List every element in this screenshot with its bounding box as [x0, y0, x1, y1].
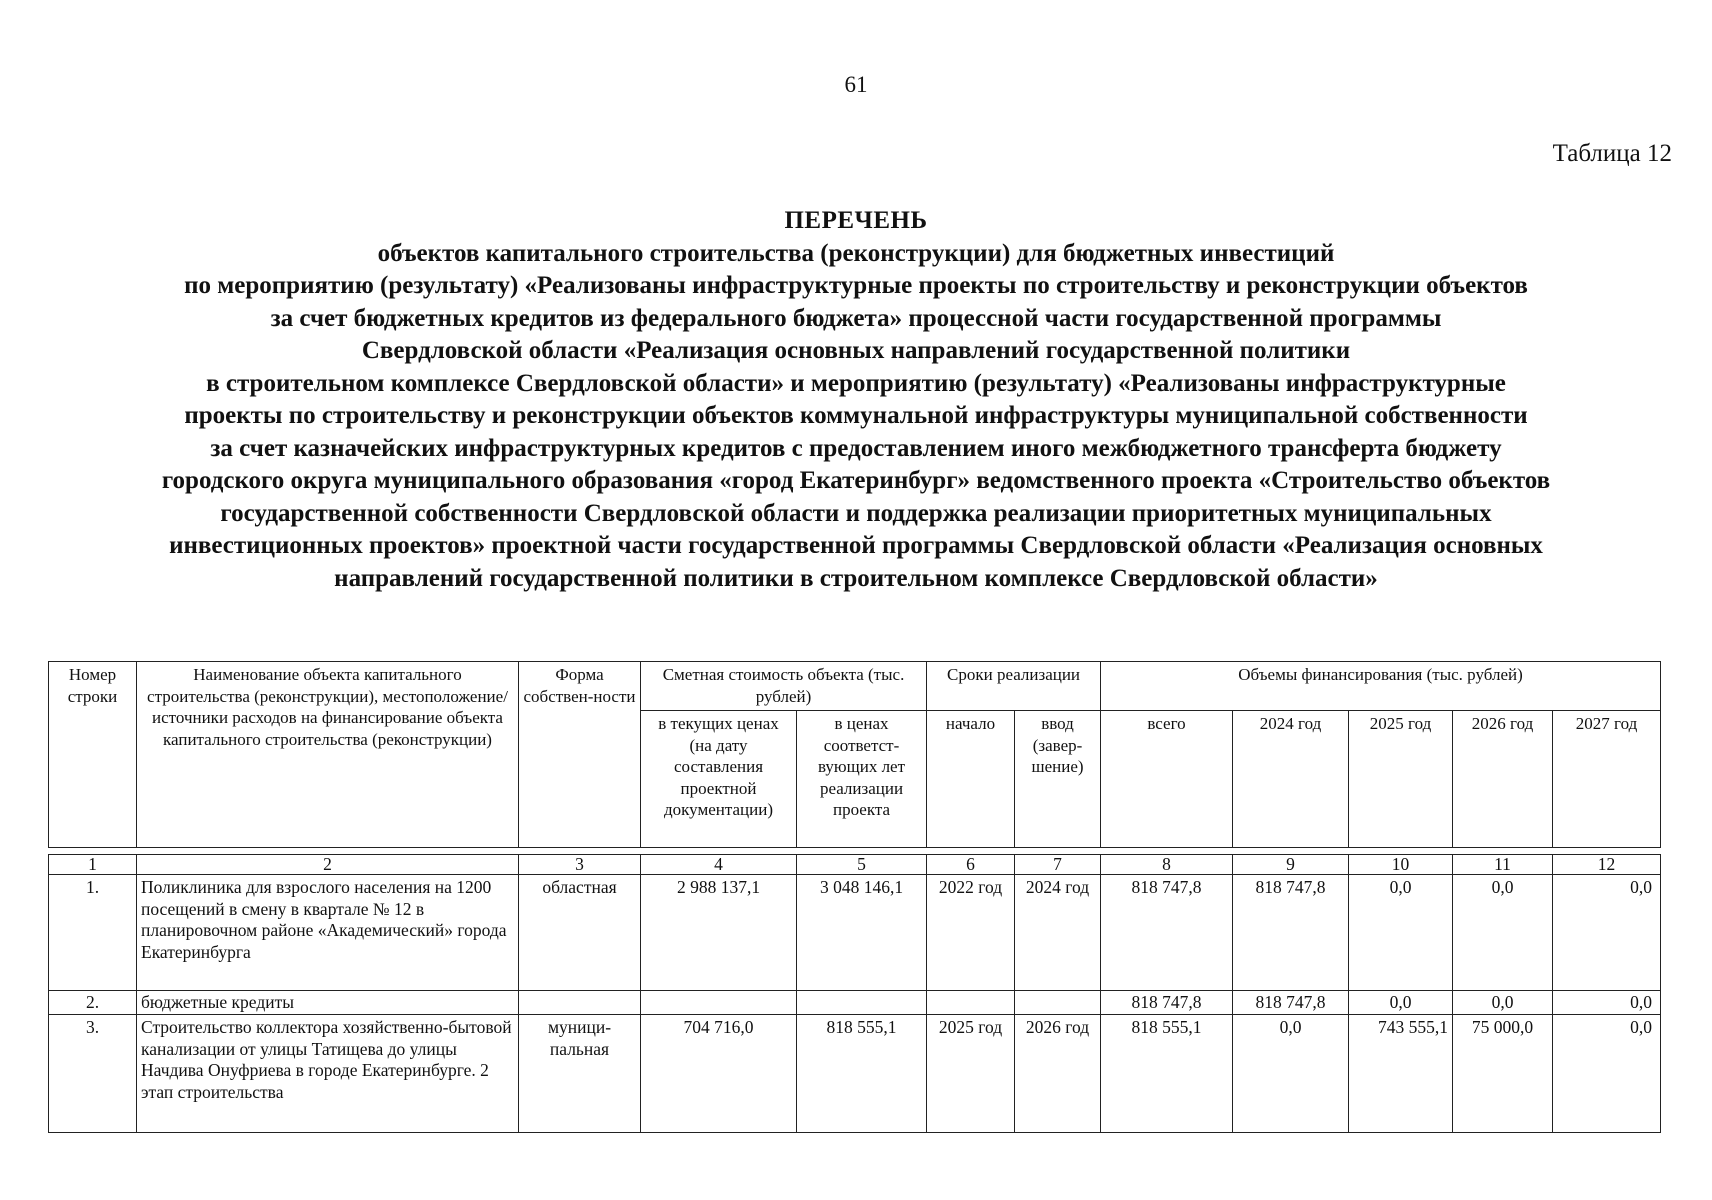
term-start: 2022 год: [927, 875, 1015, 991]
column-number: 7: [1015, 855, 1101, 875]
funding-2026: 75 000,0: [1453, 1015, 1553, 1133]
page-number: 61: [844, 72, 868, 97]
table-label: Таблица 12: [1552, 140, 1672, 167]
column-number: 2: [137, 855, 519, 875]
funding-2025: 743 555,1: [1349, 1015, 1453, 1133]
funding-total: 818 555,1: [1101, 1015, 1233, 1133]
column-number: 12: [1553, 855, 1661, 875]
estimate-current: 704 716,0: [641, 1015, 797, 1133]
column-number: 3: [519, 855, 641, 875]
header-term-end: ввод (завер-шение): [1015, 711, 1101, 848]
funding-total: 818 747,8: [1101, 991, 1233, 1015]
document-heading: [40, 205, 1672, 595]
ownership: [519, 991, 641, 1015]
term-end: [1015, 991, 1101, 1015]
header-object-name: Наименование объекта капитального строительства (реконструкции), местоположение/ источники расходов на финансирование объекта капитального строительства (реконструкции): [137, 662, 519, 848]
funding-2024: 818 747,8: [1233, 875, 1349, 991]
header-term-start: начало: [927, 711, 1015, 848]
column-numbers-row: [49, 855, 1661, 875]
table-header: [48, 661, 1661, 848]
term-end: 2024 год: [1015, 875, 1101, 991]
header-estimate-group: Сметная стоимость объекта (тыс. рублей): [641, 662, 927, 711]
column-number: 5: [797, 855, 927, 875]
column-number: 4: [641, 855, 797, 875]
funding-2026: 0,0: [1453, 875, 1553, 991]
table-row: [49, 991, 1661, 1015]
column-number: 8: [1101, 855, 1233, 875]
ownership: областная: [519, 875, 641, 991]
heading-subtitle: объектов капитального строительства (реконструкции) для бюджетных инвестиций по мероприятию (результату) «Реализованы инфраструктурные проекты по строительству и реконструкции объектов за счет бюджетных кредитов из федерального бюджета» процессной части государственной программы Свердловской области «Реализация основных направлений государственной политики в строительном комплексе Свердловской области» и мероприятию (результату) «Реализованы инфраструктурные проекты по строительству и реконструкции объектов коммунальной инфраструктуры муниципальной собственности за счет казначейских инфраструктурных кредитов с предоставлением иного межбюджетного трансферта бюджету городского округа муниципального образования «город Екатеринбург» ведомственного проекта «Строительство объектов государственной собственности Свердловской области и поддержка реализации приоритетных муниципальных инвестиционных проектов» проектной части государственной программы Свердловской области «Реализация основных направлений государственной политики в строительном комплексе Свердловской области»: [161, 239, 1551, 592]
header-row-number: Номер строки: [49, 662, 137, 848]
header-2025: 2025 год: [1349, 711, 1453, 848]
header-estimate-current: в текущих ценах (на дату составления проектной документации): [641, 711, 797, 848]
object-name: Поликлиника для взрослого населения на 1200 посещений в смену в квартале № 12 в планировочном районе «Академический» города Екатеринбурга: [137, 875, 519, 991]
header-2026: 2026 год: [1453, 711, 1553, 848]
header-2024: 2024 год: [1233, 711, 1349, 848]
funding-2025: 0,0: [1349, 875, 1453, 991]
row-number: 1.: [49, 875, 137, 991]
funding-2027: 0,0: [1553, 991, 1661, 1015]
column-number: 1: [49, 855, 137, 875]
funding-2027: 0,0: [1553, 1015, 1661, 1133]
funding-2026: 0,0: [1453, 991, 1553, 1015]
row-number: 3.: [49, 1015, 137, 1133]
column-number: 10: [1349, 855, 1453, 875]
term-start: [927, 991, 1015, 1015]
estimate-current: 2 988 137,1: [641, 875, 797, 991]
table-row: [49, 875, 1661, 991]
column-number: 11: [1453, 855, 1553, 875]
funding-2027: 0,0: [1553, 875, 1661, 991]
estimate-years: 3 048 146,1: [797, 875, 927, 991]
table-row: [49, 1015, 1661, 1133]
header-2027: 2027 год: [1553, 711, 1661, 848]
term-end: 2026 год: [1015, 1015, 1101, 1133]
header-estimate-years: в ценах соответст-вующих лет реализации проекта: [797, 711, 927, 848]
table-body: [48, 854, 1661, 1133]
header-funding-group: Объемы финансирования (тыс. рублей): [1101, 662, 1661, 711]
row-number: 2.: [49, 991, 137, 1015]
estimate-current: [641, 991, 797, 1015]
funding-total: 818 747,8: [1101, 875, 1233, 991]
estimate-years: [797, 991, 927, 1015]
object-name: бюджетные кредиты: [137, 991, 519, 1015]
funding-2024: 818 747,8: [1233, 991, 1349, 1015]
funding-2024: 0,0: [1233, 1015, 1349, 1133]
funding-2025: 0,0: [1349, 991, 1453, 1015]
column-number: 6: [927, 855, 1015, 875]
object-name: Строительство коллектора хозяйственно-бытовой канализации от улицы Татищева до улицы Начдива Онуфриева в городе Екатеринбурге. 2 этап строительства: [137, 1015, 519, 1133]
header-ownership: Форма собствен-ности: [519, 662, 641, 848]
header-funding-total: всего: [1101, 711, 1233, 848]
column-number: 9: [1233, 855, 1349, 875]
header-terms-group: Сроки реализации: [927, 662, 1101, 711]
term-start: 2025 год: [927, 1015, 1015, 1133]
heading-title: ПЕРЕЧЕНЬ: [784, 207, 928, 234]
estimate-years: 818 555,1: [797, 1015, 927, 1133]
ownership: муници-пальная: [519, 1015, 641, 1133]
